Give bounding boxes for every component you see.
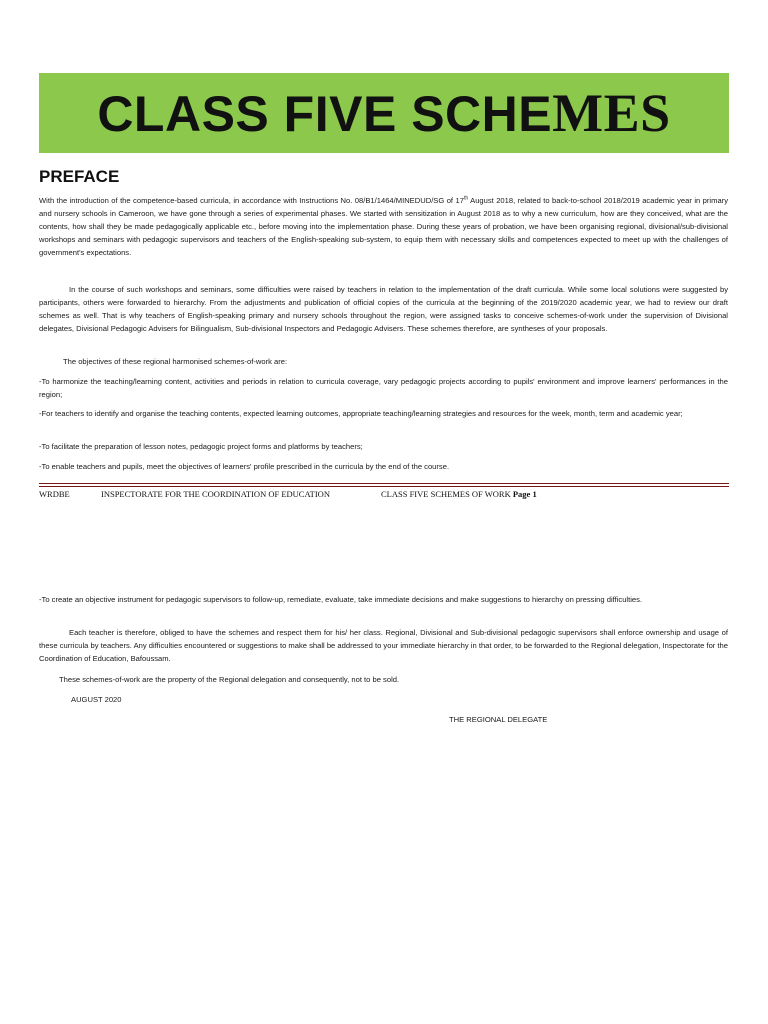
footer-org: WRDBE bbox=[39, 489, 70, 499]
document-title bbox=[97, 82, 670, 144]
date-line: AUGUST 2020 bbox=[71, 695, 122, 704]
footer-document bbox=[381, 489, 537, 499]
intro-text-b: August 2018, related to back-to-school 2018/2019 academic year in primary and nursery schools in Cameroon, we have gone through a series of experimental phases. We started with sensitization in August 2018 as to why a new curriculum, how are they conceived, what are the contents, how shall they be made pedagogically applicable etc., before moving into the implementation phase. During these years of probation, we have been organising regional, divisional/sub-divisional workshops and seminars with pedagogic supervisors and teachers of the English-speaking sub-system, to equip them with necessary skills and competences expected to meet up with the challenges of government's expectations. bbox=[39, 196, 728, 257]
preface-paragraph-intro bbox=[39, 195, 728, 260]
preface-heading: PREFACE bbox=[39, 167, 120, 186]
objective-item: -For teachers to identify and organise the teaching contents, expected learning outcomes, appropriate teaching/learning strategies and resources for the week, month, term and academic year; bbox=[39, 409, 683, 418]
footer-page-number: Page 1 bbox=[512, 489, 537, 499]
objectives-intro: The objectives of these regional harmonised schemes-of-work are: bbox=[63, 357, 288, 366]
preface-paragraph-workshops: In the course of such workshops and seminars, some difficulties were raised by teachers in relation to the implementation of the draft curricula. While some local solutions were suggested by participants, others were forwarded to hierarchy. From the adjustments and publication of official copies of the curricula at the beginning of the 2019/2020 academic year, we had to review our draft schemes as well. That is why teachers of English-speaking primary and nursery schools throughout the region, were assigned tasks to conceive schemes-of-work under the supervision of Divisional delegates, Divisional Pedagogic Advisers for Bilingualism, Sub-divisional Inspectors and Pedagogic Advisers. These schemes therefore, are syntheses of your proposals. bbox=[39, 285, 728, 333]
footer-divider bbox=[39, 486, 729, 487]
footer-inspectorate: INSPECTORATE FOR THE COORDINATION OF EDUCATION bbox=[101, 489, 330, 499]
objective-item: -To facilitate the preparation of lesson notes, pedagogic project forms and platforms by teachers; bbox=[39, 442, 363, 451]
signatory: THE REGIONAL DELEGATE bbox=[449, 715, 548, 724]
intro-text-a: With the introduction of the competence-based curricula, in accordance with Instructions No. 08/B1/1464/MINEDUD/SG of 17 bbox=[39, 196, 464, 205]
footer-divider bbox=[39, 483, 729, 484]
objective-item-last: -To create an objective instrument for pedagogic supervisors to follow-up, remediate, evaluate, take immediate decisions and make suggestions to hierarchy on pressing difficulties. bbox=[39, 595, 643, 604]
title-tail: MES bbox=[552, 83, 671, 143]
objective-item: -To harmonize the teaching/learning content, activities and periods in relation to curricula coverage, vary pedagogic projects according to pupils' environment and improve learners' performances in the region; bbox=[39, 377, 728, 399]
title-banner bbox=[39, 73, 729, 153]
property-note: These schemes-of-work are the property of the Regional delegation and consequently, not to be sold. bbox=[59, 675, 400, 684]
footer-doc-title: CLASS FIVE SCHEMES OF WORK bbox=[381, 489, 511, 499]
intro-superscript: th bbox=[463, 195, 469, 202]
objective-item: -To enable teachers and pupils, meet the objectives of learners' profile prescribed in the curricula by the end of the course. bbox=[39, 462, 450, 471]
obligation-paragraph: Each teacher is therefore, obliged to have the schemes and respect them for his/ her class. Regional, Divisional and Sub-divisional pedagogic supervisors shall enforce ownership and usage of these curricula by teachers. Any difficulties encountered or suggestions to make shall be addressed to your immediate hierarchy in that order, to be forwarded to the Regional delegation, Inspectorate for the Coordination of Education, Bafoussam. bbox=[39, 628, 728, 663]
title-main: CLASS FIVE SCHE bbox=[97, 86, 553, 142]
